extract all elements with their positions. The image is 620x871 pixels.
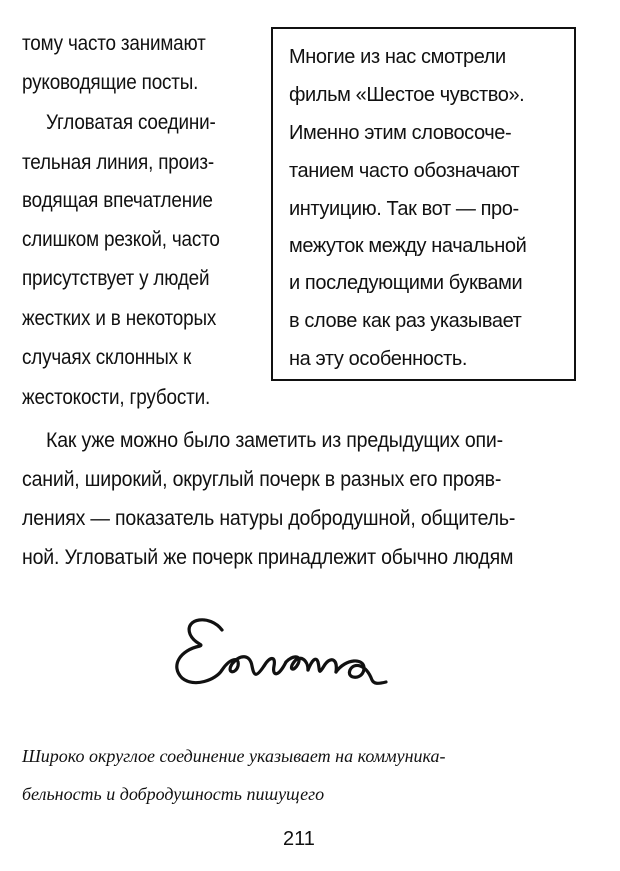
body-line: Как уже можно было заметить из предыдущих опи- <box>46 429 503 452</box>
box-line: на эту особенность. <box>289 348 468 370</box>
body-line: саний, широкий, округлый почерк в разных его прояв- <box>22 468 502 491</box>
box-line: межуток между начальной <box>289 235 527 257</box>
left-line: жестокости, грубости. <box>22 386 211 409</box>
box-line: фильм «Шестое чувство». <box>289 84 525 106</box>
left-line: тому часто занимают <box>22 32 206 55</box>
box-line: танием часто обозначают <box>289 160 520 182</box>
caption-line: бельность и добродушность пишущего <box>22 784 325 804</box>
handwriting-sample <box>160 600 400 710</box>
left-line: жестких и в некоторых <box>22 307 217 330</box>
box-line: и последующими буквами <box>289 272 523 294</box>
body-line: ной. Угловатый же почерк принадлежит обычно людям <box>22 546 514 569</box>
left-line: слишком резкой, часто <box>22 228 220 251</box>
sidebar-box <box>271 27 576 381</box>
box-line: интуицию. Так вот — про- <box>289 198 519 220</box>
body-line: лениях — показатель натуры добродушной, общитель- <box>22 507 516 530</box>
box-line: Многие из нас смотрели <box>289 46 506 68</box>
left-line: присутствует у людей <box>22 267 210 290</box>
left-line: Угловатая соедини- <box>46 111 216 134</box>
left-line: случаях склонных к <box>22 346 192 369</box>
left-line: тельная линия, произ- <box>22 151 214 174</box>
caption-line: Широко округлое соединение указывает на коммуника- <box>22 746 446 766</box>
left-line: руководящие посты. <box>22 71 199 94</box>
box-line: Именно этим словосоче- <box>289 122 512 144</box>
page-number: 211 <box>283 828 315 850</box>
left-line: водящая впечатление <box>22 189 213 212</box>
box-line: в слове как раз указывает <box>289 310 522 332</box>
